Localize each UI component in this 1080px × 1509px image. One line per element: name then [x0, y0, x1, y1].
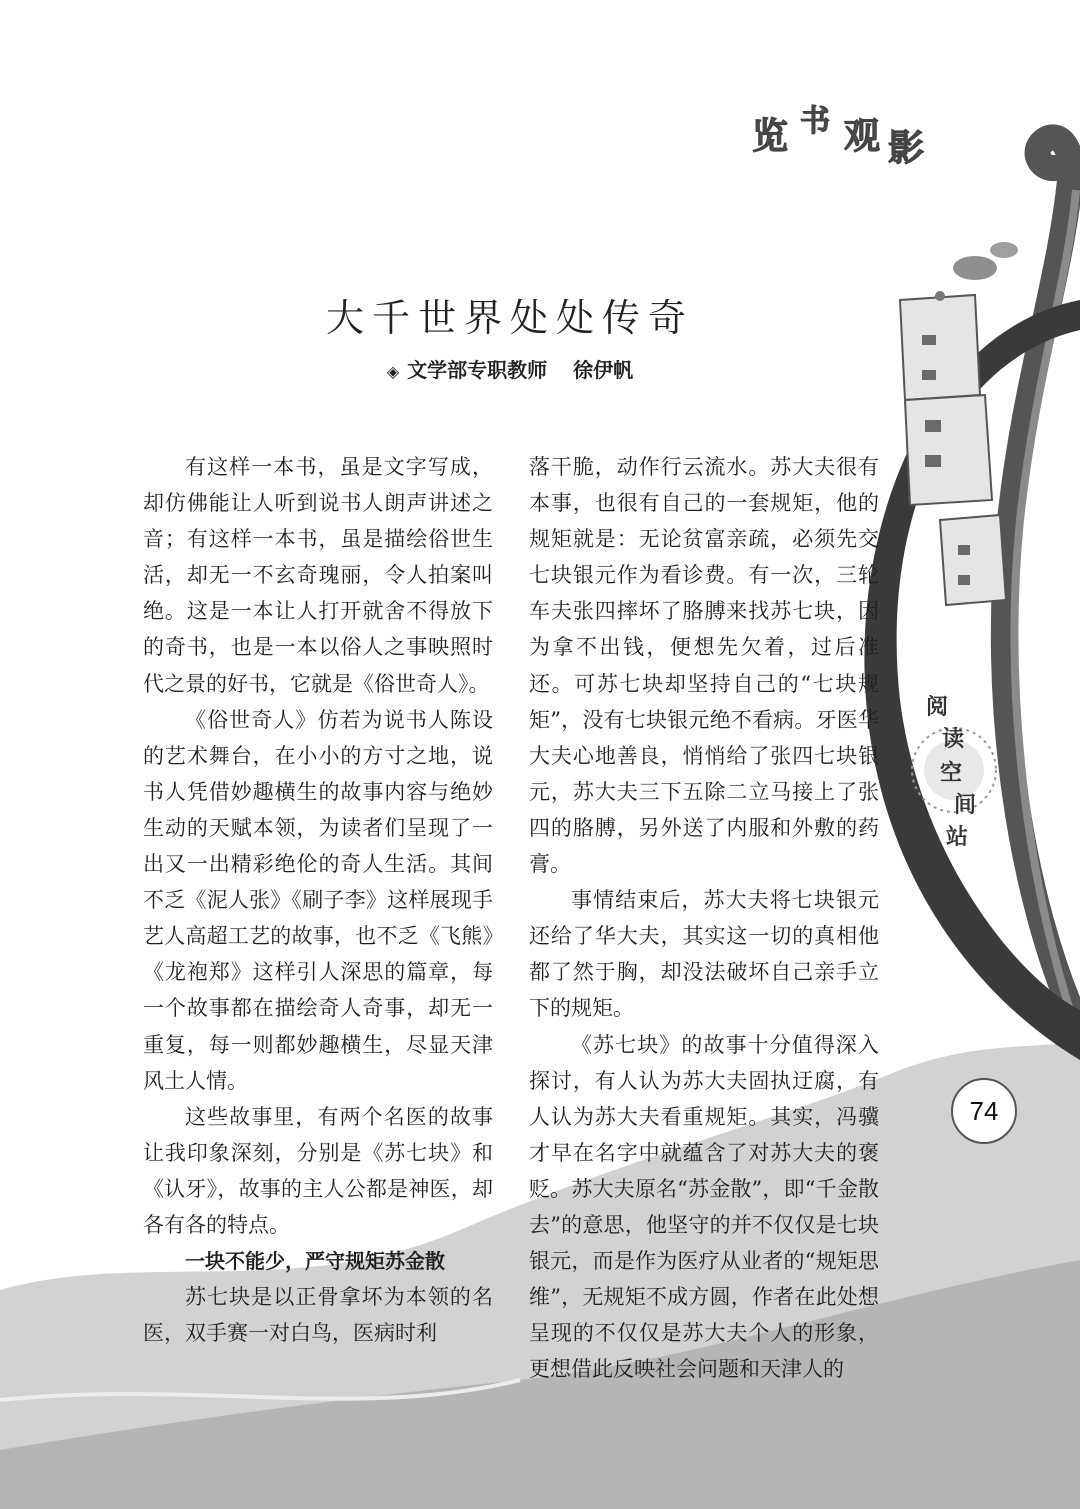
author-name: 徐伊帆 — [573, 358, 634, 382]
paragraph: 有这样一本书，虽是文字写成，却仿佛能让人听到说书人朗声讲述之音；有这样一本书，虽是描绘俗世生活，却无一不玄奇瑰丽，令人拍案叫绝。这是一本让人打开就舍不得放下的奇书，也是一本以俗人之事映照时代之景的好书，它就是《俗世奇人》。 — [143, 455, 493, 696]
byline — [0, 354, 1020, 383]
page-number: 74 — [951, 1078, 1017, 1144]
mushroom-cap-small — [990, 242, 1018, 258]
side-tag-char: 空 — [940, 761, 963, 786]
section-header-char: 览 — [752, 116, 789, 157]
section-header — [752, 96, 952, 169]
side-tag-char: 读 — [942, 727, 965, 752]
subheading: 一块不能少，严守规矩苏金散 — [185, 1249, 445, 1274]
side-tag-char: 阅 — [926, 695, 949, 720]
paragraph: 事情结束后，苏大夫将七块银元还给了华大夫，其实这一切的真相他都了然于胸，却没法破坏自己亲手立下的规矩。 — [529, 888, 879, 1021]
author-role: 文学部专职教师 — [407, 358, 548, 382]
side-tag-char: 间 — [954, 793, 977, 818]
side-tag — [912, 690, 1002, 850]
paragraph: 落干脆，动作行云流水。苏大夫很有本事，也很有自己的一套规矩，他的规矩就是：无论贫富亲疏，必须先交七块银元作为看诊费。有一次，三轮车夫张四摔坏了胳膊来找苏七块，因为拿不出钱，便想先欠着，过后准还。可苏七块却坚持自己的“七块规矩”，没有七块银元绝不看病。牙医华大夫心地善良，悄悄给了张四七块银元，苏大夫三下五除二立马接上了张四的胳膊，另外送了内服和外敷的药膏。 — [529, 455, 879, 877]
mushroom-cap — [953, 256, 997, 280]
paragraph: 这些故事里，有两个名医的故事让我印象深刻，分别是《苏七块》和《认牙》，故事的主人公都是神医，却各有各的特点。 — [143, 1104, 493, 1237]
byline-marker-icon: ◈ — [386, 362, 400, 381]
text-column-left — [143, 449, 493, 1351]
side-tag-char: 站 — [946, 825, 969, 850]
paragraph: 《苏七块》的故事十分值得深入探讨，有人认为苏大夫固执迂腐，有人认为苏大夫看重规矩。其实，冯骥才早在名字中就蕴含了对苏大夫的褒贬。苏大夫原名“苏金散”，即“千金散去”的意思，他坚守的并不仅仅是七块银元，而是作为医疗从业者的“规矩思维”，无规矩不成方圆，作者在此处想呈现的不仅仅是苏大夫个人的形象，更想借此反映社会问题和天津人的 — [529, 1032, 879, 1382]
section-header-char: 书 — [800, 104, 830, 139]
text-column-right — [529, 449, 879, 1387]
section-header-char: 影 — [888, 128, 925, 169]
section-header-char: 观 — [844, 116, 881, 157]
article-title: 大千世界处处传奇 — [325, 296, 694, 341]
paragraph: 《俗世奇人》仿若为说书人陈设的艺术舞台，在小小的方寸之地，说书人凭借妙趣横生的故事内容与绝妙生动的天赋本领，为读者们呈现了一出又一出精彩绝伦的奇人生活。其间不乏《泥人张》《刷子李》这样展现手艺人高超工艺的故事，也不乏《飞熊》《龙袍郑》这样引人深思的篇章，每一个故事都在描绘奇人奇事，却无一重复，每一则都妙趣横生，尽显天津风土人情。 — [143, 707, 493, 1093]
paragraph: 苏七块是以正骨拿坏为本领的名医，双手赛一对白鸟，医病时利 — [143, 1285, 493, 1346]
